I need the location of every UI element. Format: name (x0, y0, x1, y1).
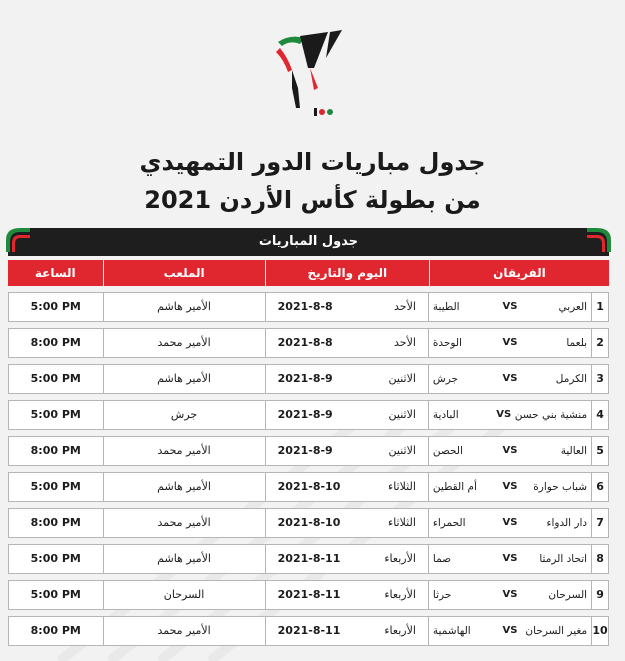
vs-label: VS (496, 409, 512, 420)
match-day: الاثنين (388, 408, 416, 421)
match-teams (429, 329, 592, 357)
match-day: الأحد (394, 300, 416, 313)
match-teams (429, 437, 592, 465)
match-time: 8:00 PM (9, 329, 104, 357)
table-row (8, 292, 609, 322)
match-date-cell (266, 473, 429, 501)
away-team: البادية (432, 409, 459, 421)
home-team: دار الدواء (546, 517, 588, 529)
match-teams (429, 617, 592, 645)
match-number: 4 (592, 401, 608, 429)
home-team: العربي (558, 301, 588, 313)
table-row (8, 580, 609, 610)
page-subtitle: من بطولة كأس الأردن 2021 (144, 186, 481, 214)
match-stadium: الأمير هاشم (104, 365, 266, 393)
away-team: الوحدة (432, 337, 462, 349)
green-red-accent-right (587, 228, 611, 252)
home-team: شباب حوارة (533, 481, 588, 493)
match-stadium: الأمير هاشم (104, 293, 266, 321)
match-teams (429, 509, 592, 537)
match-stadium: الأمير هاشم (104, 545, 266, 573)
table-row (8, 364, 609, 394)
home-team: اتحاد الرمثا (539, 553, 588, 565)
away-team: جرش (432, 373, 459, 385)
schedule-table (8, 228, 609, 652)
match-date-cell (266, 329, 429, 357)
match-date-cell (266, 617, 429, 645)
column-header-time: الساعة (8, 260, 104, 286)
table-row (8, 508, 609, 538)
column-header-stadium: الملعب (104, 260, 266, 286)
match-date: 2021-8-9 (277, 372, 333, 385)
away-team: الحمراء (432, 517, 466, 529)
match-number: 9 (592, 581, 608, 609)
match-teams (429, 545, 592, 573)
match-date-cell (266, 545, 429, 573)
match-day: الأربعاء (384, 624, 416, 637)
vs-label: VS (502, 517, 518, 528)
match-time: 8:00 PM (9, 437, 104, 465)
match-number: 1 (592, 293, 608, 321)
match-day: الاثنين (388, 444, 416, 457)
table-title: جدول المباريات (258, 234, 359, 249)
match-time: 8:00 PM (9, 509, 104, 537)
match-time: 5:00 PM (9, 473, 104, 501)
match-teams (429, 473, 592, 501)
table-row (8, 472, 609, 502)
match-date-cell (266, 365, 429, 393)
match-stadium: الأمير هاشم (104, 473, 266, 501)
match-stadium: جرش (104, 401, 266, 429)
match-stadium: الأمير محمد (104, 437, 266, 465)
match-stadium: الأمير محمد (104, 617, 266, 645)
away-team: صما (432, 553, 452, 565)
match-time: 5:00 PM (9, 545, 104, 573)
match-date: 2021-8-10 (277, 480, 341, 493)
match-time: 5:00 PM (9, 581, 104, 609)
match-date: 2021-8-10 (277, 516, 341, 529)
match-number: 6 (592, 473, 608, 501)
table-row (8, 400, 609, 430)
match-date: 2021-8-9 (277, 408, 333, 421)
away-team: الهاشمية (432, 625, 471, 637)
green-red-accent-left (6, 228, 30, 252)
match-time: 5:00 PM (9, 401, 104, 429)
match-day: الأربعاء (384, 552, 416, 565)
match-rows (8, 292, 609, 646)
match-number: 3 (592, 365, 608, 393)
match-number: 8 (592, 545, 608, 573)
match-time: 5:00 PM (9, 365, 104, 393)
match-teams (429, 401, 592, 429)
match-day: الثلاثاء (388, 480, 416, 493)
match-date: 2021-8-8 (277, 336, 333, 349)
away-team: أم القطين (432, 481, 477, 493)
home-team: بلعما (566, 337, 588, 349)
match-date-cell (266, 581, 429, 609)
vs-label: VS (502, 589, 518, 600)
column-header-teams: الفريقان (430, 260, 609, 286)
jordan-cup-logo (270, 28, 350, 128)
match-date-cell (266, 293, 429, 321)
away-team: الحصن (432, 445, 463, 457)
vs-label: VS (502, 553, 518, 564)
match-stadium: الأمير محمد (104, 509, 266, 537)
match-day: الثلاثاء (388, 516, 416, 529)
vs-label: VS (502, 373, 518, 384)
match-number: 10 (592, 617, 608, 645)
column-header-row (8, 260, 609, 286)
match-date: 2021-8-11 (277, 588, 341, 601)
table-row (8, 328, 609, 358)
match-teams (429, 293, 592, 321)
away-team: حرثا (432, 589, 452, 601)
match-date-cell (266, 401, 429, 429)
table-row (8, 616, 609, 646)
match-day: الأربعاء (384, 588, 416, 601)
match-date: 2021-8-9 (277, 444, 333, 457)
away-team: الطيبة (432, 301, 460, 313)
match-date: 2021-8-11 (277, 552, 341, 565)
match-teams (429, 581, 592, 609)
vs-label: VS (502, 481, 518, 492)
table-row (8, 544, 609, 574)
vs-label: VS (502, 301, 518, 312)
match-date-cell (266, 437, 429, 465)
home-team: العالية (560, 445, 588, 457)
home-team: منشية بني حسن (514, 409, 588, 421)
home-team: مغير السرحان (525, 625, 588, 637)
match-day: الاثنين (388, 372, 416, 385)
column-header-date: اليوم والتاريخ (266, 260, 430, 286)
home-team: السرحان (548, 589, 588, 601)
match-number: 2 (592, 329, 608, 357)
match-time: 8:00 PM (9, 617, 104, 645)
match-date-cell (266, 509, 429, 537)
match-time: 5:00 PM (9, 293, 104, 321)
match-day: الأحد (394, 336, 416, 349)
match-number: 5 (592, 437, 608, 465)
match-stadium: الأمير محمد (104, 329, 266, 357)
table-row (8, 436, 609, 466)
vs-label: VS (502, 625, 518, 636)
page-title: جدول مباريات الدور التمهيدي (139, 148, 486, 176)
match-stadium: السرحان (104, 581, 266, 609)
vs-label: VS (502, 445, 518, 456)
match-teams (429, 365, 592, 393)
match-date: 2021-8-11 (277, 624, 341, 637)
vs-label: VS (502, 337, 518, 348)
table-title-bar (8, 228, 609, 256)
match-date: 2021-8-8 (277, 300, 333, 313)
match-number: 7 (592, 509, 608, 537)
home-team: الكرمل (555, 373, 588, 385)
